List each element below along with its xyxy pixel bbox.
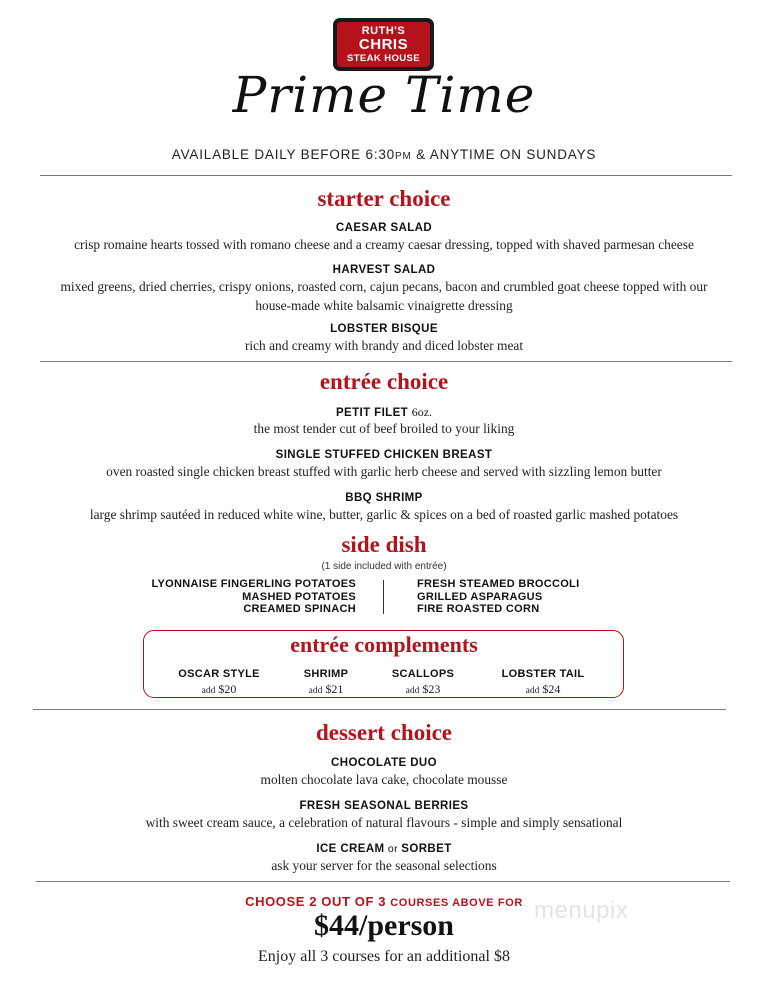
- item-petit-filet: PETIT FILET 6oz.: [335, 405, 433, 419]
- item-lobster-bisque: LOBSTER BISQUE: [330, 323, 438, 335]
- side-note: (1 side included with entrée): [321, 561, 447, 572]
- side-item: FRESH STEAMED BROCCOLI: [417, 578, 580, 590]
- side-list-right: [417, 578, 579, 616]
- item-chocolate-duo: CHOCOLATE DUO: [331, 757, 437, 769]
- logo-line-3: STEAK HOUSE: [346, 53, 421, 64]
- item-bbq-shrimp: BBQ SHRIMP: [345, 492, 423, 504]
- logo-line-1: RUTH'S: [361, 25, 406, 37]
- item-stuffed-chicken: SINGLE STUFFED CHICKEN BREAST: [275, 449, 493, 461]
- complement-name: SCALLOPS: [391, 668, 455, 680]
- item-desc: mixed greens, dried cherries, crispy onions, roasted corn, cajun pecans, bacon and crumbled goat cheese topped with our house-made white balsamic vinaigrette dressing: [60, 279, 708, 313]
- dessert-heading: dessert choice: [315, 720, 453, 745]
- side-item: LYONNAISE FINGERLING POTATOES: [151, 578, 356, 590]
- item-desc: molten chocolate lava cake, chocolate mousse: [260, 772, 508, 787]
- divider: [40, 361, 732, 362]
- offer-price: $44/person: [313, 909, 454, 942]
- complement-name: LOBSTER TAIL: [501, 668, 585, 680]
- item-desc: rich and creamy with brandy and diced lobster meat: [244, 338, 524, 353]
- complement-name: OSCAR STYLE: [178, 668, 260, 680]
- item-desc: crisp romaine hearts tossed with romano cheese and a creamy caesar dressing, topped with shaved parmesan cheese: [74, 237, 694, 252]
- item-desc: the most tender cut of beef broiled to your liking: [253, 421, 515, 436]
- availability-note: AVAILABLE DAILY BEFORE 6:30PM & ANYTIME ON SUNDAYS: [171, 147, 597, 162]
- complement-price: add $23: [405, 682, 441, 696]
- side-list-left: [152, 578, 356, 616]
- complement-price: add $24: [525, 682, 561, 696]
- complement-name: SHRIMP: [303, 668, 349, 680]
- side-item: GRILLED ASPARAGUS: [417, 590, 543, 603]
- side-heading: side dish: [341, 532, 427, 557]
- divider: [36, 881, 730, 882]
- item-desc: large shrimp sautéed in reduced white wine, butter, garlic & spices on a bed of roasted garlic mashed potatoes: [89, 507, 679, 522]
- divider: [33, 709, 726, 710]
- logo-line-2: CHRIS: [358, 36, 409, 53]
- item-caesar-salad: CAESAR SALAD: [335, 222, 433, 234]
- complements-heading: entrée complements: [290, 632, 478, 657]
- entree-heading: entrée choice: [319, 369, 449, 394]
- menu-title: Prime Time: [232, 66, 536, 124]
- complement-oscar-style: [159, 668, 279, 697]
- side-item: CREAMED SPINACH: [243, 603, 356, 615]
- item-desc: oven roasted single chicken breast stuffed with garlic herb cheese and served with sizzling lemon butter: [106, 464, 662, 479]
- divider: [40, 175, 732, 176]
- starter-heading: starter choice: [317, 186, 451, 211]
- complement-price: add $21: [308, 682, 344, 696]
- offer-headline: CHOOSE 2 OUT OF 3 COURSES ABOVE FOR: [245, 894, 523, 909]
- side-divider: [383, 580, 384, 614]
- item-fresh-berries: FRESH SEASONAL BERRIES: [299, 800, 469, 812]
- item-ice-cream-sorbet: ICE CREAM or SORBET: [316, 843, 452, 855]
- side-item: FIRE ROASTED CORN: [417, 603, 540, 615]
- side-item: MASHED POTATOES: [242, 590, 356, 603]
- item-desc: with sweet cream sauce, a celebration of natural flavours - simple and simply sensational: [145, 815, 623, 830]
- offer-extra: Enjoy all 3 courses for an additional $8: [258, 948, 510, 965]
- complement-price: add $20: [201, 682, 237, 696]
- complement-scallops: [363, 668, 483, 697]
- ruths-chris-logo: [333, 18, 434, 71]
- item-harvest-salad: HARVEST SALAD: [332, 264, 436, 276]
- complement-lobster-tail: [483, 668, 603, 697]
- watermark: menupix: [534, 897, 629, 924]
- item-desc: ask your server for the seasonal selections: [271, 858, 497, 873]
